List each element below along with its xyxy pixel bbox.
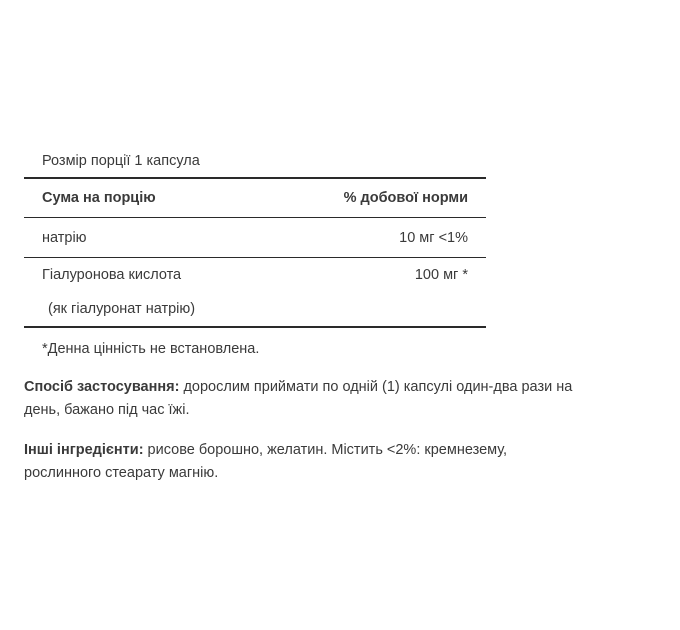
daily-value-header: % добової норми <box>343 190 468 206</box>
amount-per-serving-header: Сума на порцію <box>42 190 156 206</box>
nutrient-name: натрію <box>42 229 87 246</box>
serving-size: Розмір порції 1 капсула <box>42 153 200 169</box>
divider-thick <box>24 326 486 328</box>
nutrient-amount: 10 мг <1% <box>399 229 468 246</box>
usage-paragraph <box>24 376 584 422</box>
ingredients-label: Інші інгредієнти: <box>24 442 144 458</box>
nutrient-name: Гіалуронова кислота <box>42 267 182 283</box>
facts-row-sodium <box>24 218 486 257</box>
nutrient-subtext: (як гіалуронат натрію) <box>48 301 196 317</box>
usage-text: дорослим приймати по одній (1) капсулі один-два рази на день, бажано під час їжі. <box>24 379 573 418</box>
usage-label: Спосіб застосування: <box>24 379 180 395</box>
nutrient-amount: 100 мг * <box>414 267 468 283</box>
facts-header-row <box>24 179 486 217</box>
daily-value-note: *Денна цінність не встановлена. <box>42 341 260 357</box>
supplement-facts-table <box>24 145 486 328</box>
ingredients-text: рисове борошно, желатин. Містить <2%: кремнезему, рослинного стеарату магнію. <box>24 442 508 481</box>
facts-row-hyaluronic-acid <box>24 258 486 292</box>
ingredients-paragraph <box>24 439 584 485</box>
